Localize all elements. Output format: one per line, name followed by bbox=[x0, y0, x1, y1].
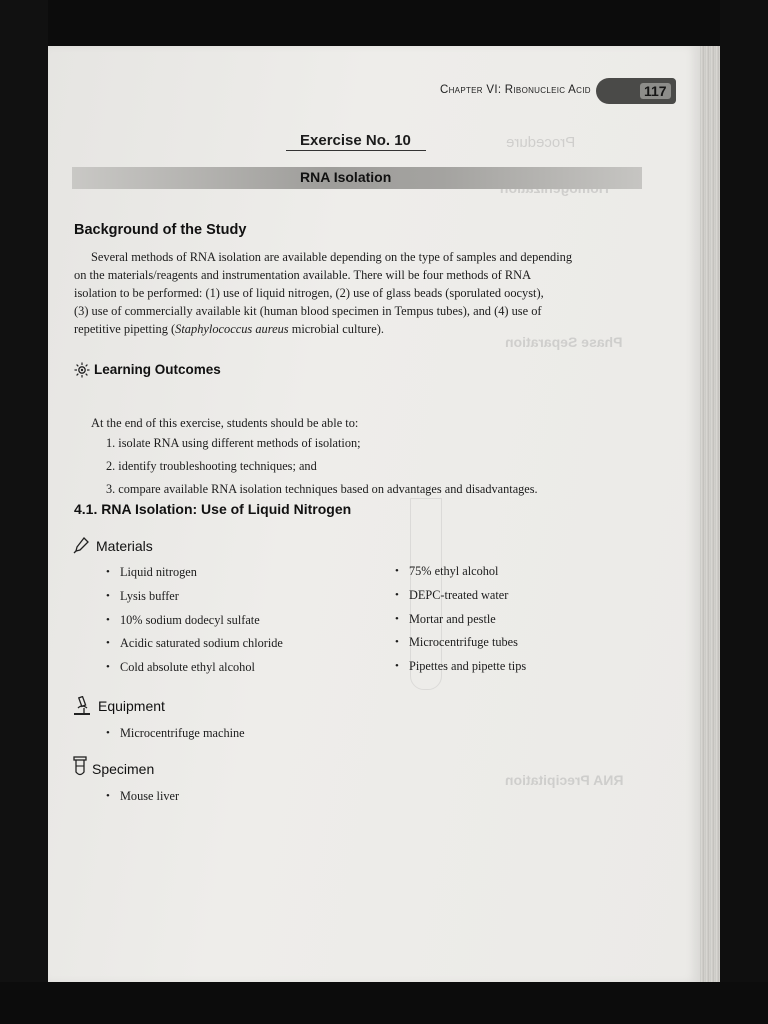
show-through-procedure: Procedure bbox=[506, 134, 576, 151]
material-left-1: Liquid nitrogen bbox=[120, 565, 197, 579]
material-left-2: Lysis buffer bbox=[120, 589, 179, 603]
background-line-5-start: repetitive pipetting ( bbox=[74, 322, 176, 336]
dropper-icon bbox=[72, 536, 90, 554]
material-right-1: 75% ethyl alcohol bbox=[409, 564, 499, 578]
background-line-5 bbox=[74, 320, 384, 338]
material-left-3: 10% sodium dodecyl sulfate bbox=[120, 613, 260, 627]
chapter-header: Chapter VI: Ribonucleic Acid bbox=[440, 84, 591, 96]
bullet: • bbox=[106, 590, 110, 602]
background-line-1: Several methods of RNA isolation are available depending on the type of samples and depending bbox=[91, 250, 573, 264]
bullet: • bbox=[395, 613, 399, 625]
page-edge bbox=[700, 44, 720, 984]
specimen-heading: Specimen bbox=[92, 761, 155, 777]
microscope-icon bbox=[72, 696, 92, 716]
background-line-5-end: microbial culture). bbox=[288, 322, 384, 336]
show-through-rna-precipitation: RNA Precipitation bbox=[505, 772, 624, 788]
bullet: • bbox=[395, 565, 399, 577]
page-number: 117 bbox=[640, 83, 671, 99]
background-line-5-species: Staphylococcus aureus bbox=[175, 322, 289, 336]
photo-border-right bbox=[720, 0, 768, 1024]
background-line-4: (3) use of commercially available kit (human blood specimen in Tempus tubes), and (4) use of bbox=[74, 304, 542, 318]
outcome-1: 1. isolate RNA using different methods of isolation; bbox=[106, 436, 361, 450]
exercise-title-underline bbox=[286, 150, 426, 151]
specimen-tube-icon bbox=[72, 756, 90, 778]
bullet: • bbox=[106, 790, 110, 802]
outcome-3: 3. compare available RNA isolation techniques based on advantages and disadvantages. bbox=[106, 482, 538, 496]
learning-outcomes-intro: At the end of this exercise, students should be able to: bbox=[91, 416, 359, 430]
background-line-3: isolation to be performed: (1) use of liquid nitrogen, (2) use of glass beads (sporulated oocyst), bbox=[74, 286, 544, 300]
bullet: • bbox=[106, 727, 110, 739]
bullet: • bbox=[106, 661, 110, 673]
photo-border-left bbox=[0, 0, 48, 1024]
page-number-tab bbox=[596, 78, 676, 104]
material-left-4: Acidic saturated sodium chloride bbox=[120, 636, 283, 650]
bullet: • bbox=[106, 637, 110, 649]
banner-title: RNA Isolation bbox=[300, 169, 392, 185]
specimen-item-1: Mouse liver bbox=[120, 789, 180, 803]
bullet: • bbox=[395, 636, 399, 648]
show-through-phase-separation: Phase Separation bbox=[505, 334, 623, 350]
lightbulb-icon bbox=[74, 362, 90, 378]
material-right-4: Microcentrifuge tubes bbox=[409, 635, 518, 649]
exercise-title: Exercise No. 10 bbox=[300, 132, 411, 149]
bullet: • bbox=[395, 589, 399, 601]
section-41-heading: 4.1. RNA Isolation: Use of Liquid Nitrogen bbox=[74, 501, 352, 517]
outcome-2: 2. identify troubleshooting techniques; and bbox=[106, 459, 317, 473]
bullet: • bbox=[395, 660, 399, 672]
bullet: • bbox=[106, 566, 110, 578]
equipment-heading: Equipment bbox=[98, 698, 165, 714]
background-line-2: on the materials/reagents and instrumentation available. There will be four methods of RNA bbox=[74, 268, 532, 282]
photo-border-top bbox=[0, 0, 768, 46]
material-right-3: Mortar and pestle bbox=[409, 612, 496, 626]
materials-heading: Materials bbox=[96, 538, 153, 554]
material-right-2: DEPC-treated water bbox=[409, 588, 509, 602]
bullet: • bbox=[106, 614, 110, 626]
background-heading: Background of the Study bbox=[74, 222, 247, 238]
equipment-item-1: Microcentrifuge machine bbox=[120, 726, 245, 740]
learning-outcomes-heading: Learning Outcomes bbox=[94, 362, 221, 377]
material-right-5: Pipettes and pipette tips bbox=[409, 659, 527, 673]
material-left-5: Cold absolute ethyl alcohol bbox=[120, 660, 255, 674]
photo-border-bottom bbox=[0, 982, 768, 1024]
